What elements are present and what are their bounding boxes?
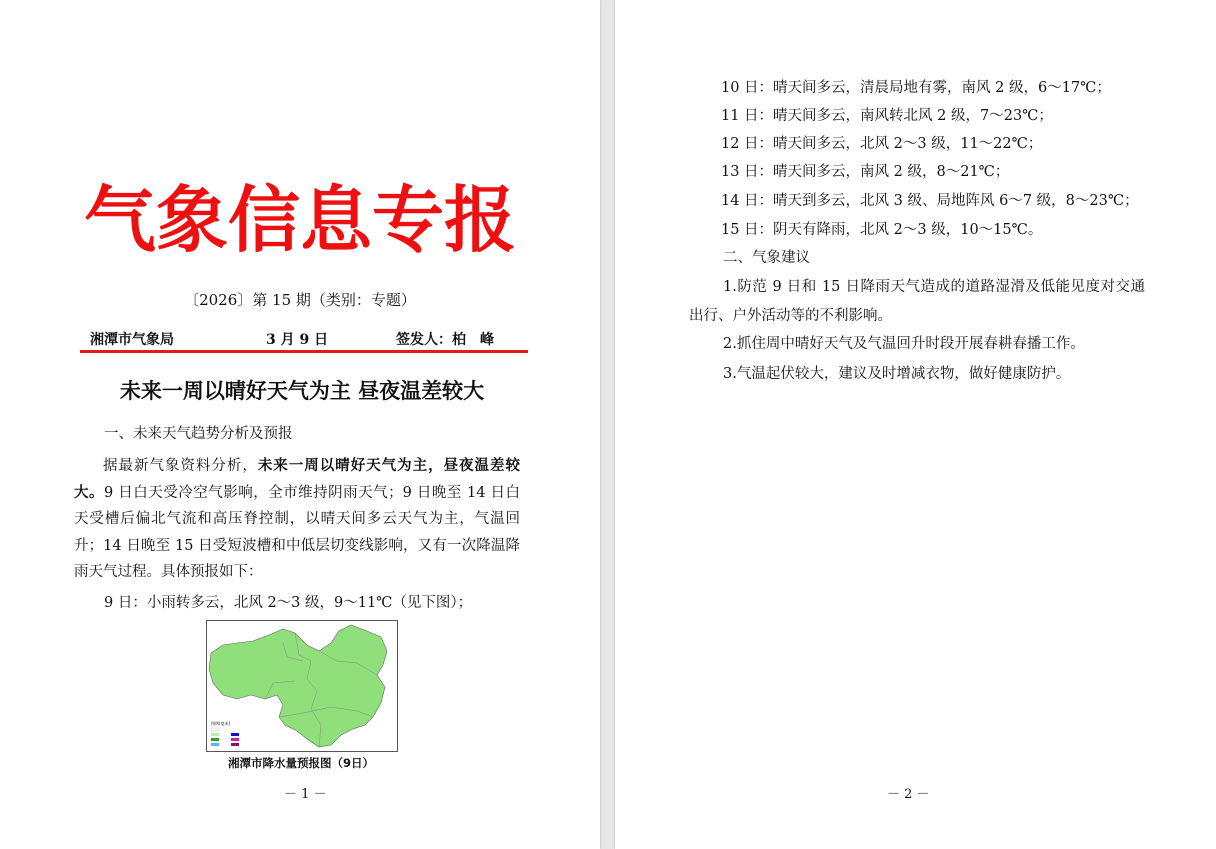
legend-swatch	[231, 733, 239, 736]
forecast-day-10: 10 日：晴天间多云，清晨局地有雾，南风 2 级，6～17℃；	[721, 80, 1111, 96]
advice-3: 3.气温起伏较大，建议及时增减衣物，做好健康防护。	[723, 366, 1071, 382]
analysis-text-prefix: 据最新气象资料分析，	[103, 458, 258, 474]
signer: 签发人：柏 峰	[396, 332, 494, 348]
legend-swatch	[231, 738, 239, 741]
analysis-text-body: 9 日白天受冷空气影响，全市维持阴雨天气；9 日晚至 14 日白天受槽后偏北气流和高压脊控制，以晴天间多云天气为主，气温回升；14 日晚至 15 日受短波槽和中低层切变线影响，又有一次降温降雨天气过程。具体预报如下：	[74, 484, 521, 580]
report-headline: 未来一周以晴好天气为主 昼夜温差较大	[119, 378, 485, 403]
advice-1: 1.防范 9 日和 15 日降雨天气造成的道路湿滑及低能见度对交通出行、户外活动等的不利影响。	[689, 279, 1145, 324]
precipitation-map	[206, 620, 398, 752]
forecast-day-14: 14 日：晴天到多云，北风 3 级、局地阵风 6～7 级，8～23℃；	[721, 193, 1139, 209]
legend-swatch	[211, 738, 219, 741]
issuing-agency: 湘潭市气象局	[90, 332, 174, 348]
issuer-info-line	[80, 326, 528, 353]
forecast-day-9: 9 日：小雨转多云，北风 2～3 级，9～11℃（见下图）；	[104, 595, 473, 611]
legend-swatch	[211, 728, 219, 731]
masthead-title: 气象信息专报	[83, 177, 516, 262]
legend-title: 图例(毫米)	[211, 721, 231, 726]
advice-2: 2.抓住周中晴好天气及气温回升时段开展春耕春播工作。	[723, 336, 1085, 352]
legend-swatch	[211, 733, 219, 736]
analysis-key-statement: 未来一周以晴好天气为主，昼夜温差较大。	[74, 457, 521, 501]
analysis-paragraph	[74, 453, 520, 586]
legend-swatch	[211, 743, 219, 746]
page-number: － 2 －	[887, 787, 930, 802]
map-caption: 湘潭市降水量预报图（9日）	[227, 756, 374, 770]
section-1-title: 一、未来天气趋势分析及预报	[104, 426, 293, 442]
forecast-day-13: 13 日：晴天间多云，南风 2 级，8～21℃；	[721, 164, 1010, 180]
forecast-day-11: 11 日：晴天间多云，南风转北风 2 级，7～23℃；	[721, 108, 1053, 124]
precipitation-map-figure	[207, 621, 397, 751]
forecast-day-12: 12 日：晴天间多云，北风 2～3 级，11～22℃；	[721, 136, 1043, 152]
issue-number: 〔2026〕第 15 期（类别：专题）	[184, 291, 416, 309]
document-page-1	[0, 0, 600, 849]
section-2-title: 二、气象建议	[723, 250, 810, 266]
legend-swatch	[231, 743, 239, 746]
forecast-day-15: 15 日：阴天有降雨，北风 2～3 级，10～15℃。	[721, 222, 1043, 238]
document-page-2	[615, 0, 1216, 849]
issue-date: 3 月 9 日	[266, 332, 329, 348]
page-number: － 1 －	[284, 787, 327, 802]
